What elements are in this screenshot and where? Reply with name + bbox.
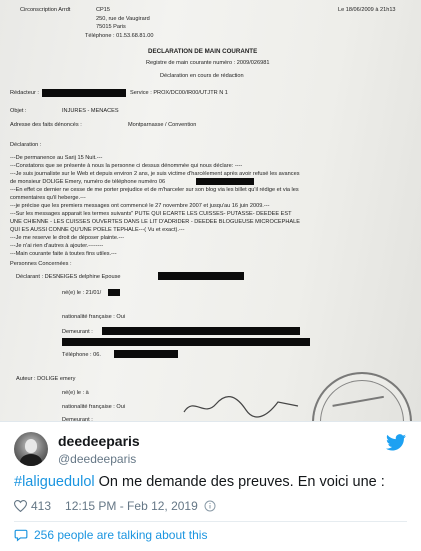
user-handle[interactable]: @deedeeparis [58, 452, 137, 466]
header-address-line2: 75015 Paris [96, 24, 126, 30]
auteur-demeurant: Demeurant : [62, 417, 93, 421]
declaration-line: ---Sur les messages apparait les termes suivants" PUTE QUI ECARTE LES CUISSES- PUTASSE- DEEDEE EST [10, 211, 292, 217]
declaration-line: ---Je suis journaliste sur le Web et depuis environ 2 ans, je suis victime d'harcèlement après avoir refusé les avances [10, 171, 300, 177]
declaration-line: ---En effet ce dernier ne cesse de me porter prejudice et de m'harceler sur son blog via les billet qu'il rédige et via les [10, 187, 299, 193]
declaration-line: ---Constatons que se présente à nous la personne ci dessus dénommée qui nous déclare: ---- [10, 163, 243, 169]
declaration-label: Déclaration : [10, 142, 42, 148]
declaration-line: ---je précise que les premiers messages ont commencé le 27 novembre 2007 et jusqu'au 16 juin 2009.--- [10, 203, 270, 209]
header-circonscription: Circonscription Arrdt [20, 7, 71, 13]
reply-bubble-icon [14, 528, 28, 542]
header-address-line1: 250, rue de Vaugirard [96, 16, 150, 22]
talking-label[interactable]: 256 people are talking about this [34, 528, 208, 542]
redacted-block [196, 178, 254, 185]
heart-icon[interactable] [14, 500, 27, 512]
registre-number: Registre de main courante numéro : 2009/026981 [146, 60, 270, 66]
redacted-block [102, 327, 300, 335]
declaration-line: ---Je me reserve le droit de déposer plainte.--- [10, 235, 125, 241]
police-stamp [312, 372, 412, 421]
declaration-line: ---De permanence au Sarij 15 Nuit.--- [10, 155, 103, 161]
hashtag-link[interactable]: #laliguedulol [14, 474, 95, 490]
header-cp: CP15 [96, 7, 110, 13]
objet-value: INJURES - MENACES [62, 108, 119, 114]
redacted-block [158, 272, 244, 280]
declaration-line: UNE CHIENNE - LES CUISSES OUVERTES DANS LE LIT D'ADRIDER - DEEDEE BLOGUEUSE MICROCEPHALE [10, 219, 300, 225]
header-phone: Téléphone : 01.53.68.81.00 [85, 33, 154, 39]
declarant-nationalite: nationalité française : Oui [62, 314, 126, 320]
adresse-value: Montparnasse / Convention [128, 122, 197, 128]
declaration-line: QUI ES AUSSI CONNE QU'UNE POELE TEPHALE---( Vu et exact).--- [10, 227, 185, 233]
avatar[interactable] [14, 432, 48, 466]
redacteur-label: Rédacteur : [10, 90, 39, 96]
redacted-block [108, 289, 120, 296]
tweet-timestamp[interactable]: 12:15 PM - Feb 12, 2019 [65, 499, 198, 513]
redacted-block [114, 350, 178, 358]
tweet-text [14, 474, 385, 490]
service-text: Service : PROX/DC00/IR00/UTJTR N 1 [130, 90, 228, 96]
declarant-telephone: Téléphone : 06. [62, 352, 101, 358]
personnes-label: Personnes Concernées : [10, 261, 72, 267]
auteur-nationalite: nationalité française : Oui [62, 404, 126, 410]
tweet-body: On me demande des preuves. En voici une : [94, 474, 385, 490]
redacted-block [42, 89, 126, 97]
info-icon[interactable] [204, 500, 216, 512]
declaration-line: commentaires qu'il heberge.--- [10, 195, 86, 201]
talking-link[interactable] [14, 528, 207, 542]
twitter-bird-icon[interactable] [386, 434, 406, 451]
declaration-line: ---Je n'ai rien d'autres à ajouter.-------- [10, 243, 104, 249]
declaration-line: ---Main courante faite à toutes fins utiles.--- [10, 251, 117, 257]
auteur-label: Auteur : DOLIGE emery [16, 376, 76, 382]
declarant-demeurant: Demeurant : [62, 329, 93, 335]
objet-label: Objet : [10, 108, 27, 114]
divider [14, 521, 407, 522]
tweet-meta [14, 499, 216, 513]
status-text: Déclaration en cours de rédaction [160, 73, 244, 79]
adresse-label: Adresse des faits dénoncés : [10, 122, 82, 128]
declarant-birth: né(e) le : 21/01/ [62, 290, 102, 296]
tweet-card[interactable] [0, 421, 421, 551]
display-name[interactable]: deedeeparis [58, 433, 140, 449]
redacted-block [62, 338, 310, 346]
header-date: Le 18/06/2009 à 21h13 [338, 7, 396, 13]
document-title: DECLARATION DE MAIN COURANTE [148, 48, 258, 55]
declarant-label: Déclarant : DESNEIGES delphine Epouse [16, 274, 121, 280]
signature-scribble [182, 392, 302, 421]
like-count[interactable]: 413 [31, 499, 52, 513]
declaration-line: de monsieur DOLIGE Emery, numéro de téléphone numéro 06 [10, 179, 166, 185]
auteur-birth: né(e) le : à [62, 390, 89, 396]
